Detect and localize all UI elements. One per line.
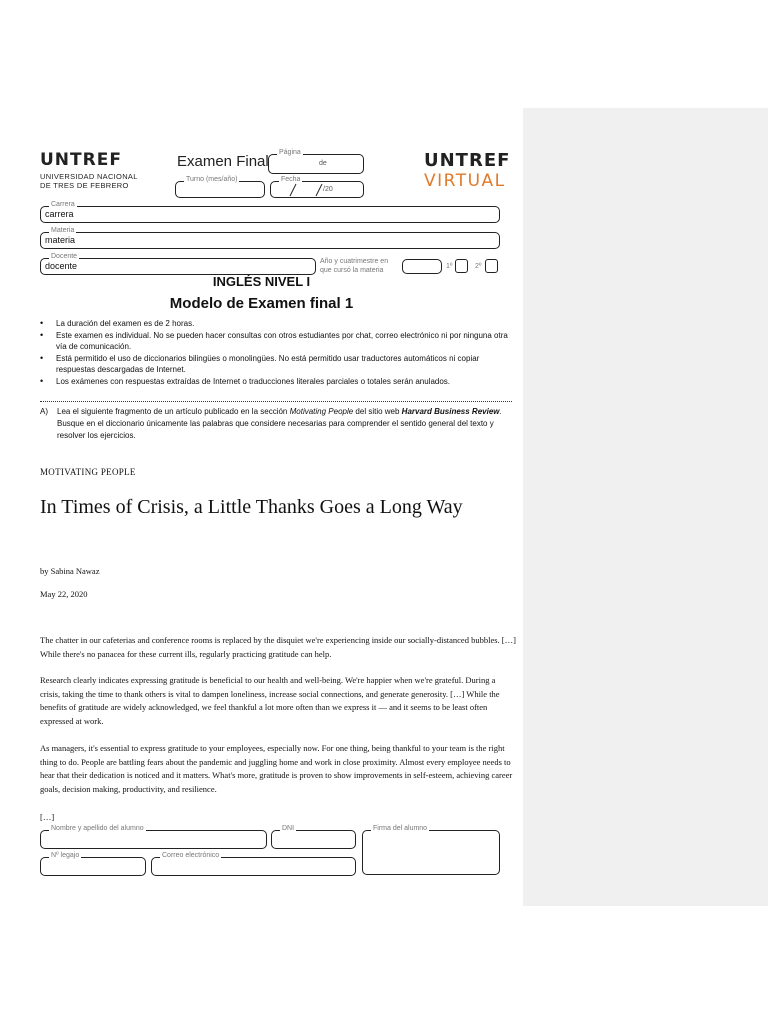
fecha-slash-icon	[270, 181, 364, 198]
correo-field[interactable]	[151, 852, 356, 876]
first-term-checkbox[interactable]	[455, 259, 468, 273]
article-ellipsis: […]	[40, 812, 55, 822]
turno-label: Turno (mes/año)	[186, 176, 238, 183]
rule-item: • Este examen es individual. No se pueden hacer consultas con otros estudiantes por chat, correo electrónico ni por ninguna otra vía de comunicación.	[40, 330, 514, 352]
docente-label: Docente	[51, 253, 78, 260]
logo-subtitle	[40, 172, 138, 190]
docente-field[interactable]	[40, 253, 316, 275]
fecha-field[interactable]	[270, 176, 364, 198]
article-paragraph: As managers, it's essential to express gratitude to your employees, especially now. For one thing, being thankful to your team is the right thing to do. People are battling fears about the pandemic and juggling home and work in close proximity. Almost every employee needs to hear that their dedication is noticed and it matters. What's more, gratitude is proven to show improvements in self-esteem, achieving career goals, decision making, productivity, and resilience.	[40, 743, 513, 794]
turno-field[interactable]	[175, 176, 265, 198]
instruction-part: Lea el siguiente fragmento de un artículo publicado en la sección	[57, 407, 290, 416]
nombre-label: Nombre y apellido del alumno	[51, 825, 144, 832]
anio-label-line: Año y cuatrimestre en	[320, 258, 389, 265]
pagina-de-text: de	[319, 160, 327, 167]
instruction-part: . Busque en el diccionario únicamente las palabras que considere necesarias para comprender el sentido general del texto y resolver los ejercicios.	[57, 407, 502, 440]
instruction-site-name: Harvard Business Review	[401, 407, 500, 416]
docente-value: docente	[45, 261, 78, 271]
dni-field[interactable]	[271, 825, 356, 849]
comments-side-panel	[523, 108, 768, 906]
model-heading: Modelo de Examen final 1	[169, 295, 354, 312]
article-date: May 22, 2020	[40, 589, 88, 599]
logo-virtual-word: VIRTUAL	[424, 171, 506, 191]
materia-label: Materia	[51, 227, 75, 234]
anio-label-line: que cursó la materia	[320, 267, 384, 274]
divider	[40, 401, 512, 402]
exam-rules-list	[40, 318, 514, 388]
pagina-label: Página	[279, 149, 301, 156]
fecha-label: Fecha	[281, 176, 301, 183]
exam-title: Examen Final	[177, 153, 269, 170]
materia-value: materia	[45, 235, 76, 245]
legajo-field[interactable]	[40, 852, 146, 876]
article-paragraph: The chatter in our cafeterias and conference rooms is replaced by the disquiet we're experiencing inside our socially-distanced bubbles. […] While there's no panacea for these current ills, regularly practicing gratitude can help.	[40, 635, 516, 659]
rule-item: • Los exámenes con respuestas extraídas de Internet o traducciones literales parciales o totales serán anulados.	[40, 376, 514, 387]
carrera-value: carrera	[45, 209, 74, 219]
instruction-letter: A)	[40, 407, 48, 416]
second-term-checkbox[interactable]	[485, 259, 498, 273]
article-paragraph: Research clearly indicates expressing gratitude is beneficial to our health and well-being. We're happier when we're grateful. During a crisis, taking the time to thank others is vital to dampen loneliness, increase social connections, and generate generosity. […] While the benefits of gratitude are widely acknowledged, we feel thankful a lot more often than we express it — and it seems to be least often expressed at work.	[40, 675, 500, 726]
nombre-field[interactable]	[40, 825, 267, 849]
firma-label: Firma del alumno	[373, 825, 428, 832]
logo-subtitle-line: DE TRES DE FEBRERO	[40, 181, 129, 190]
carrera-field[interactable]	[40, 201, 500, 223]
first-term-label: 1º	[446, 263, 453, 270]
legajo-label: Nº legajo	[51, 852, 80, 859]
correo-label: Correo electrónico	[162, 852, 220, 859]
second-term-label: 2º	[475, 263, 482, 270]
untref-logo	[40, 150, 138, 190]
logo-wordmark: UNTREF	[40, 150, 122, 170]
level-heading: INGLÉS NIVEL I	[212, 274, 311, 289]
rule-item: • La duración del examen es de 2 horas.	[40, 318, 514, 329]
instruction-a	[40, 406, 514, 442]
pagina-field[interactable]	[268, 149, 364, 174]
anio-field[interactable]	[402, 259, 442, 274]
article-section: MOTIVATING PEOPLE	[40, 467, 136, 477]
article-title: In Times of Crisis, a Little Thanks Goes a Long Way	[40, 496, 463, 518]
fecha-year: /20	[323, 186, 333, 193]
article-byline: by Sabina Nawaz	[40, 566, 100, 576]
logo-subtitle-line: UNIVERSIDAD NACIONAL	[40, 172, 138, 181]
instruction-part: del sitio web	[353, 407, 402, 416]
dni-label: DNI	[282, 825, 295, 832]
instruction-text	[57, 406, 514, 442]
firma-field[interactable]	[362, 825, 500, 875]
logo-wordmark: UNTREF	[424, 150, 511, 171]
instruction-section-name: Motivating People	[289, 407, 354, 416]
anio-label	[320, 257, 388, 275]
untref-virtual-logo	[424, 150, 510, 191]
rule-item: • Está permitido el uso de diccionarios bilingües o monolingües. No está permitido usar traductores automáticos ni copiar respuestas descargadas de Internet.	[40, 353, 514, 375]
materia-field[interactable]	[40, 227, 500, 249]
carrera-label: Carrera	[51, 201, 75, 208]
